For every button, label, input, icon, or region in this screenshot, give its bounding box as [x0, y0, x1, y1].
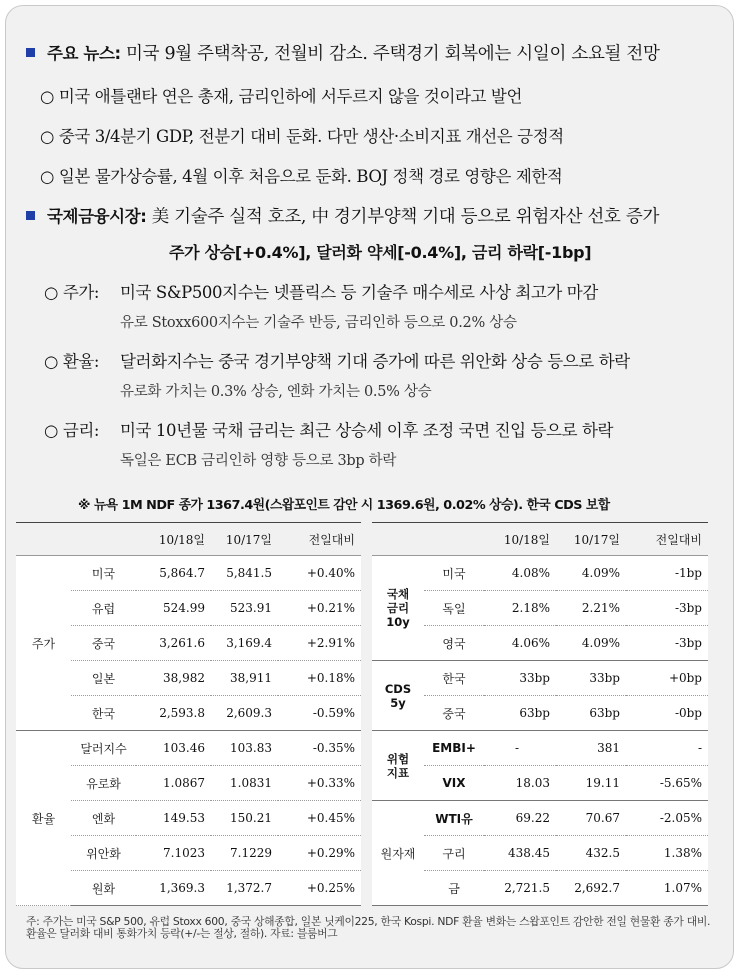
cell: 4.09% — [556, 626, 626, 661]
row-label: EMBI+ — [424, 731, 484, 766]
cell: 4.08% — [484, 556, 556, 591]
column-header: 전일대비 — [278, 523, 361, 556]
market-heading-line — [26, 203, 659, 228]
cell: 33bp — [484, 661, 556, 696]
left-market-table — [16, 523, 361, 906]
row-label: 엔화 — [71, 801, 136, 836]
cell: 1,372.7 — [211, 871, 278, 906]
cell: 38,911 — [211, 661, 278, 696]
cell: 1,369.3 — [136, 871, 211, 906]
news-heading-line — [26, 40, 660, 65]
cell: +0.18% — [278, 661, 361, 696]
cell: 103.46 — [136, 731, 211, 766]
column-header: 10/18일 — [484, 523, 556, 556]
cell: 2,609.3 — [211, 696, 278, 731]
cell: 3,169.4 — [211, 626, 278, 661]
cell: 432.5 — [556, 836, 626, 871]
cell: -3bp — [626, 591, 708, 626]
table-row — [372, 661, 708, 696]
market-head: 국제금융시장: — [47, 207, 147, 226]
report-card — [5, 5, 734, 969]
cell: 3,261.6 — [136, 626, 211, 661]
cell: 4.09% — [556, 556, 626, 591]
cell: +0.25% — [278, 871, 361, 906]
market-item-text: 미국 S&P500지수는 넷플릭스 등 기술주 매수세로 사상 최고가 마감 — [120, 283, 598, 302]
group-label: 원자재 — [372, 801, 424, 906]
table-row — [372, 556, 708, 591]
row-label: VIX — [424, 766, 484, 801]
row-label: 독일 — [424, 591, 484, 626]
cell: -3bp — [626, 626, 708, 661]
group-label: CDS 5y — [372, 661, 424, 731]
footnote: 주: 주가는 미국 S&P 500, 유럽 Stoxx 600, 중국 상해종합, 일본 닛케이225, 한국 Kospi. NDF 환율 변화는 스왑포인트 감안한 전일 현물환 종가 대비. 환율은 달러화 대비 통화가치 등락(+/-는 절상, 절하). 자료: 블룸버그 — [26, 915, 711, 940]
news-item: ○ 미국 애틀랜타 연은 총재, 금리인하에 서두르지 않을 것이라고 발언 — [40, 87, 522, 106]
market-item-stocks — [44, 279, 598, 303]
cell: 63bp — [484, 696, 556, 731]
row-label: 미국 — [71, 556, 136, 591]
cell: 1.07% — [626, 871, 708, 906]
cell: +2.91% — [278, 626, 361, 661]
cell: 2,692.7 — [556, 871, 626, 906]
cell: -2.05% — [626, 801, 708, 836]
cell: 5,841.5 — [211, 556, 278, 591]
table-row — [372, 731, 708, 766]
table-header-row — [16, 523, 361, 556]
column-header: 전일대비 — [626, 523, 708, 556]
market-text: 美 기술주 실적 호조, 中 경기부양책 기대 등으로 위험자산 선호 증가 — [151, 207, 660, 227]
cell: +0.33% — [278, 766, 361, 801]
row-label: 한국 — [424, 661, 484, 696]
column-header: 10/17일 — [211, 523, 278, 556]
group-label: 위험 지표 — [372, 731, 424, 801]
news-item: ○ 일본 물가상승률, 4월 이후 처음으로 둔화. BOJ 정책 경로 영향은 제한적 — [40, 167, 563, 186]
market-item-label: ○ 금리: — [44, 421, 100, 440]
cell: 7.1023 — [136, 836, 211, 871]
cell: 2,721.5 — [484, 871, 556, 906]
row-label: 일본 — [71, 661, 136, 696]
cell: +0.45% — [278, 801, 361, 836]
market-item-sub: 유로화 가치는 0.3% 상승, 엔화 가치는 0.5% 상승 — [120, 384, 432, 400]
cell: 5,864.7 — [136, 556, 211, 591]
table-row — [16, 731, 361, 766]
cell: 2,593.8 — [136, 696, 211, 731]
row-label: 위안화 — [71, 836, 136, 871]
cell: -5.65% — [626, 766, 708, 801]
row-label: WTI유 — [424, 801, 484, 836]
table-row — [16, 556, 361, 591]
cell: 63bp — [556, 696, 626, 731]
market-item-label: ○ 환율: — [44, 352, 100, 371]
cell: 38,982 — [136, 661, 211, 696]
cell: -0.59% — [278, 696, 361, 731]
cell: 438.45 — [484, 836, 556, 871]
market-item-sub: 유로 Stoxx600지수는 기술주 반등, 금리인하 등으로 0.2% 상승 — [120, 315, 517, 331]
row-label: 영국 — [424, 626, 484, 661]
ndf-note: ※ 뉴욕 1M NDF 종가 1367.4원(스왑포인트 감안 시 1369.6원, 0.02% 상승). 한국 CDS 보합 — [78, 498, 610, 513]
row-label: 중국 — [71, 626, 136, 661]
row-label: 미국 — [424, 556, 484, 591]
group-label: 주가 — [16, 556, 71, 731]
cell: 381 — [556, 731, 626, 766]
market-item-rates — [44, 417, 613, 441]
row-label: 유로화 — [71, 766, 136, 801]
row-label: 한국 — [71, 696, 136, 731]
cell: 1.38% — [626, 836, 708, 871]
market-item-label: ○ 주가: — [44, 283, 100, 302]
cell: - — [626, 731, 708, 766]
cell: +0.21% — [278, 591, 361, 626]
row-label: 원화 — [71, 871, 136, 906]
cell: 149.53 — [136, 801, 211, 836]
market-item-sub: 독일은 ECB 금리인하 영향 등으로 3bp 하락 — [120, 453, 397, 469]
square-bullet-icon — [26, 48, 35, 57]
market-summary: 주가 상승[+0.4%], 달러화 약세[-0.4%], 금리 하락[-1bp] — [169, 243, 592, 262]
cell: 103.83 — [211, 731, 278, 766]
cell: 19.11 — [556, 766, 626, 801]
cell: 70.67 — [556, 801, 626, 836]
cell: 1.0867 — [136, 766, 211, 801]
table-row — [372, 801, 708, 836]
cell: +0.40% — [278, 556, 361, 591]
row-label: 금 — [424, 871, 484, 906]
column-header: 10/17일 — [556, 523, 626, 556]
group-label: 국채 금리 10y — [372, 556, 424, 661]
cell: -0.35% — [278, 731, 361, 766]
news-item: ○ 중국 3/4분기 GDP, 전분기 대비 둔화. 다만 생산·소비지표 개선은 긍정적 — [40, 127, 564, 146]
row-label: 구리 — [424, 836, 484, 871]
cell: 69.22 — [484, 801, 556, 836]
column-header: 10/18일 — [136, 523, 211, 556]
row-label: 달러지수 — [71, 731, 136, 766]
cell: +0bp — [626, 661, 708, 696]
cell: 2.18% — [484, 591, 556, 626]
cell: 1.0831 — [211, 766, 278, 801]
market-item-text: 달러화지수는 중국 경기부양책 기대 증가에 따른 위안화 상승 등으로 하락 — [120, 352, 630, 371]
cell: -1bp — [626, 556, 708, 591]
news-text: 미국 9월 주택착공, 전월비 감소. 주택경기 회복에는 시일이 소요될 전망 — [125, 44, 660, 64]
table-header-row — [372, 523, 708, 556]
cell: -0bp — [626, 696, 708, 731]
market-item-text: 미국 10년물 국채 금리는 최근 상승세 이후 조정 국면 진입 등으로 하락 — [120, 421, 614, 440]
cell: 4.06% — [484, 626, 556, 661]
cell: 2.21% — [556, 591, 626, 626]
cell: 33bp — [556, 661, 626, 696]
row-label: 중국 — [424, 696, 484, 731]
cell: - — [484, 731, 556, 766]
group-label: 환율 — [16, 731, 71, 906]
cell: +0.29% — [278, 836, 361, 871]
square-bullet-icon — [26, 211, 35, 220]
row-label: 유럽 — [71, 591, 136, 626]
cell: 524.99 — [136, 591, 211, 626]
market-item-fx — [44, 348, 630, 372]
right-market-table — [372, 523, 708, 906]
cell: 18.03 — [484, 766, 556, 801]
cell: 523.91 — [211, 591, 278, 626]
news-head: 주요 뉴스: — [47, 44, 121, 63]
cell: 150.21 — [211, 801, 278, 836]
cell: 7.1229 — [211, 836, 278, 871]
